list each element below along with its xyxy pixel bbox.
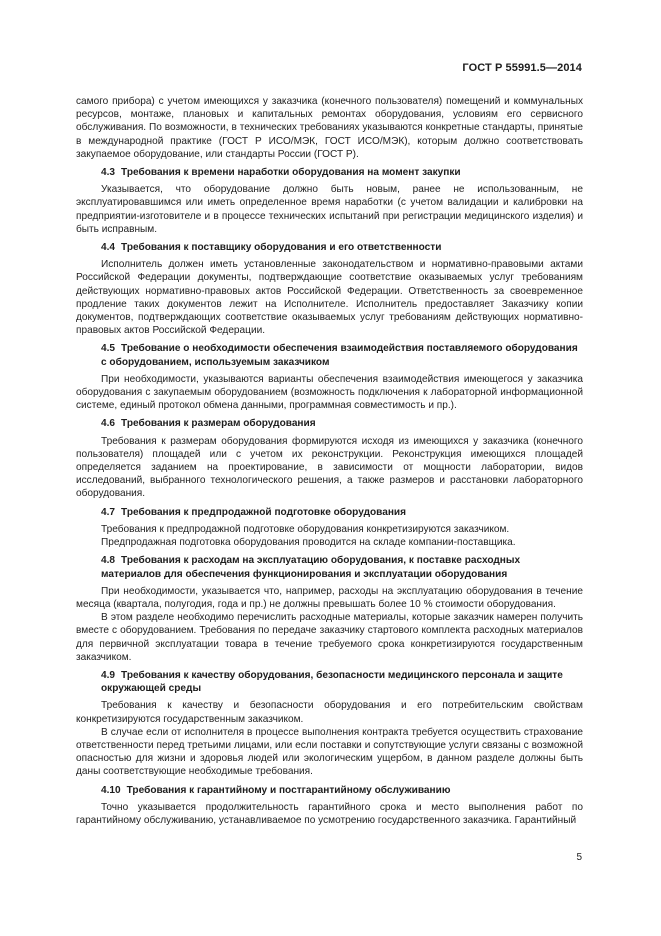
section-title: Требование о необходимости обеспечения взаимодействия поставляемого оборудования с оборудованием, используемым заказчиком [101, 343, 578, 368]
document-header: ГОСТ Р 55991.5—2014 [462, 62, 582, 74]
section-title: Требования к гарантийному и постгарантийному обслуживанию [126, 784, 451, 796]
section-4-10 [76, 784, 583, 828]
section-paragraph: Указывается, что оборудование должно быть новым, ранее не использованным, не эксплуатировавшимся или иметь определенное время наработки (с учетом валидации и калибровки на предприятии-изготовителе и в процессе технических испытаний при регистрации медицинского изделия) и быть исправным. [76, 184, 583, 235]
section-number: 4.7 [101, 506, 116, 518]
section-title: Требования к размерам оборудования [121, 418, 316, 430]
section-number: 4.3 [101, 167, 116, 179]
section-heading [76, 506, 583, 519]
intro-paragraph: самого прибора) с учетом имеющихся у заказчика (конечного пользователя) помещений и коммунальных ресурсов, монтаже, плановых и капитальных ремонтах оборудования, условиям его сервисного обслуживания. По возможности, в технических требованиях указываются конкретные стандарты, принятые в международной практике (ГОСТ Р ИСО/МЭК, ГОСТ ИСО/МЭК), которым должно соответствовать закупаемое оборудование, или стандарты России (ГОСТ Р). [76, 96, 583, 160]
section-paragraph: В случае если от исполнителя в процессе выполнения контракта требуется осуществить страхование ответственности перед третьими лицами, или если поставки и сопутствующие услуги связаны с возможной опасностью для жизни и здоровья людей или экологическим ущербом, в данном разделе должны быть даны соответствующие необходимые требования. [76, 726, 583, 778]
section-4-6 [76, 417, 583, 500]
section-paragraph: Предпродажная подготовка оборудования проводится на складе компании-поставщика. [101, 537, 516, 549]
section-4-9 [76, 669, 583, 779]
section-paragraph: Исполнитель должен иметь установленные законодательством и нормативно-правовыми актами Российской Федерации документы, подтверждающие соответствие оказываемых услуг требованиям действующих нормативно-правовых актов Российской Федерации. Ответственность за своевременное продление таких документов лежит на Исполнителе. Исполнитель предоставляет Заказчику копии документов, подтверждающих соответствие оказываемых услуг требованиям действующих нормативно-правовых актов Российской Федерации. [76, 259, 583, 337]
section-heading [76, 166, 583, 179]
section-title: Требования к поставщику оборудования и его ответственности [121, 242, 442, 254]
section-4-8 [76, 554, 583, 664]
section-paragraph: Точно указывается продолжительность гарантийного срока и место выполнения работ по гарантийному обслуживанию, устанавливаемое по усмотрению государственного заказчика. Гарантийный [76, 801, 583, 826]
section-paragraph: Требования к предпродажной подготовке оборудования конкретизируются заказчиком. [101, 523, 510, 535]
section-paragraph: Требования к размерам оборудования формируются исходя из имеющихся у заказчика (конечного пользователя) площадей или с учетом их реконструкции. Реконструкция имеющихся площадей определяется заданием на проектирование, в зависимости от мощности лаборатории, видов исследований, выбранного технологического решения, а также размеров и расстановки лабораторного оборудования. [76, 435, 583, 500]
section-heading [76, 669, 583, 695]
document-body [76, 95, 583, 827]
section-title: Требования к предпродажной подготовке оборудования [121, 506, 407, 518]
section-4-5 [76, 342, 583, 412]
section-title: Требования к качеству оборудования, безопасности медицинского персонала и защите окружающей среды [101, 669, 563, 695]
page-number: 5 [576, 852, 582, 863]
section-paragraph: Требования к качеству и безопасности оборудования и его потребительским свойствам конкретизируются государственным заказчиком. [76, 700, 583, 725]
section-4-4 [76, 241, 583, 337]
section-number: 4.10 [101, 784, 121, 796]
section-4-3 [76, 166, 583, 236]
section-number: 4.6 [101, 418, 116, 430]
section-number: 4.5 [101, 343, 116, 355]
section-number: 4.9 [101, 669, 116, 681]
section-heading [76, 417, 583, 430]
section-paragraph: В этом разделе необходимо перечислить расходные материалы, которые заказчик намерен получить вместе с оборудованием. Требования по передаче заказчику стартового комплекта расходных материалов для первичной эксплуатации товара в течение требуемого срока конкретизируются государственным заказчиком. [76, 612, 583, 663]
section-heading [76, 554, 583, 580]
section-number: 4.4 [101, 242, 116, 254]
section-paragraph: При необходимости, указывается что, например, расходы на эксплуатацию оборудования в течение месяца (квартала, полугодия, года и пр.) не должны превышать более 10 % стоимости оборудования. [76, 585, 583, 610]
section-title: Требования к времени наработки оборудования на момент закупки [121, 167, 461, 179]
section-number: 4.8 [101, 555, 116, 567]
section-paragraph: При необходимости, указываются варианты обеспечения взаимодействия имеющегося у заказчика оборудования с закупаемым оборудованием (возможность подключения к лабораторной информационной системе, единый протокол обмена данными, программная совместимость и пр.). [76, 373, 583, 412]
section-heading [76, 342, 583, 368]
section-4-7 [76, 506, 583, 550]
section-heading [76, 784, 583, 797]
section-heading [76, 241, 583, 254]
section-title: Требования к расходам на эксплуатацию оборудования, к поставке расходных материалов для обеспечения функционирования и эксплуатации оборудования [101, 555, 521, 580]
